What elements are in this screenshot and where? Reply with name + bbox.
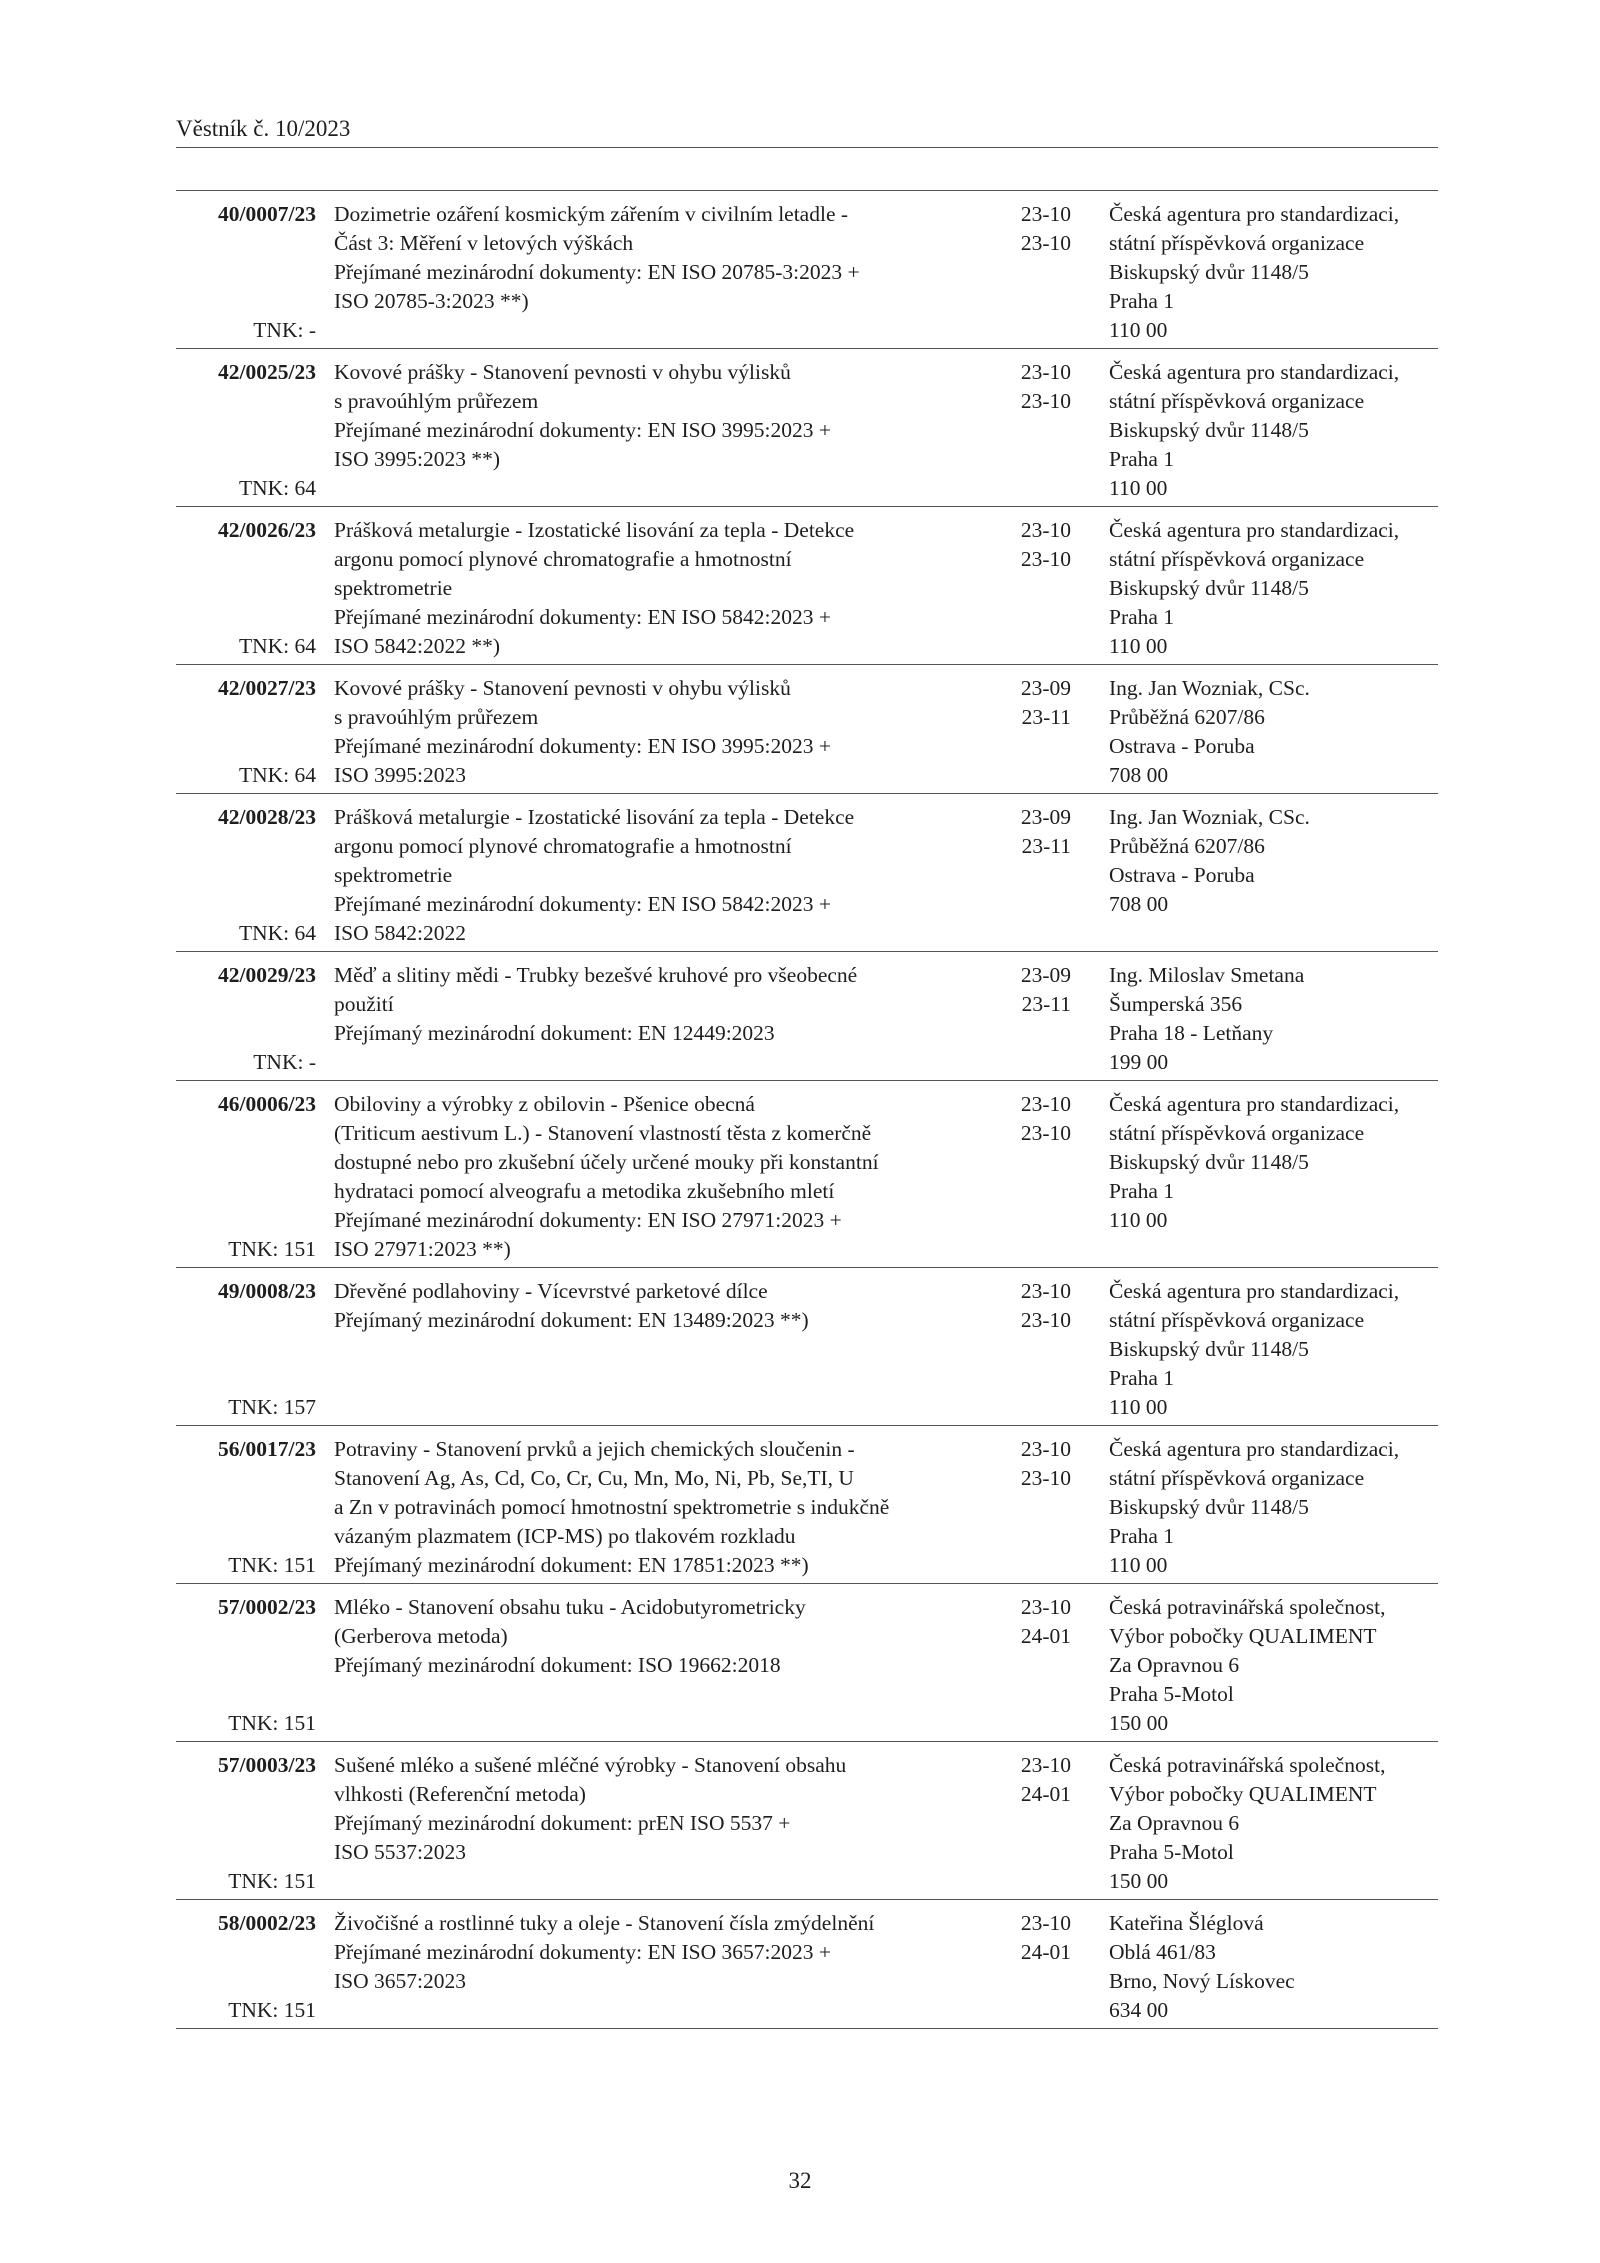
entry-date: 23-10 bbox=[1020, 1911, 1071, 1935]
entry-address-line: Praha 1 bbox=[1109, 605, 1175, 629]
entry-dates bbox=[996, 516, 1071, 661]
entry-address-line: Kateřina Šléglová bbox=[1109, 1911, 1264, 1935]
entry-address-line: Česká potravinářská společnost, bbox=[1109, 1595, 1386, 1619]
entry-address-line: Česká agentura pro standardizaci, bbox=[1109, 360, 1400, 384]
entry-number: 42/0027/23 bbox=[218, 676, 316, 700]
entry-row bbox=[176, 1081, 1438, 1268]
entry-date: 23-10 bbox=[1020, 1308, 1071, 1332]
entry-tnk: TNK: 151 bbox=[228, 1237, 316, 1261]
entry-address bbox=[1071, 1090, 1438, 1264]
entry-title-line: Mléko - Stanovení obsahu tuku - Acidobutyrometricky bbox=[334, 1595, 806, 1619]
entry-date: 24-01 bbox=[1020, 1624, 1071, 1648]
entry-row bbox=[176, 952, 1438, 1081]
entry-title-line: ISO 20785-3:2023 **) bbox=[334, 289, 529, 313]
entry-number: 49/0008/23 bbox=[218, 1279, 316, 1303]
entry-address-line: Brno, Nový Lískovec bbox=[1109, 1969, 1295, 1993]
entry-title-line: Obiloviny a výrobky z obilovin - Pšenice obecná bbox=[334, 1092, 755, 1116]
entry-title-line: Prášková metalurgie - Izostatické lisování za tepla - Detekce bbox=[334, 805, 855, 829]
entry-address-line: Za Opravnou 6 bbox=[1109, 1653, 1240, 1677]
entry-title-line: vázaným plazmatem (ICP-MS) po tlakovém rozkladu bbox=[334, 1524, 796, 1548]
entry-title-line: Přejímané mezinárodní dokumenty: EN ISO 5842:2023 + bbox=[334, 892, 831, 916]
entry-tnk: TNK: 151 bbox=[228, 1998, 316, 2022]
entry-title bbox=[316, 1751, 996, 1896]
entry-address-line: Biskupský dvůr 1148/5 bbox=[1109, 260, 1309, 284]
entry-tnk: TNK: 64 bbox=[238, 763, 316, 787]
entry-date: 24-01 bbox=[1020, 1782, 1071, 1806]
entry-title-line: a Zn v potravinách pomocí hmotnostní spektrometrie s indukčně bbox=[334, 1495, 890, 1519]
entry-address-line: Česká agentura pro standardizaci, bbox=[1109, 1279, 1400, 1303]
entry-id-cell bbox=[176, 1435, 316, 1580]
entry-id-cell bbox=[176, 1090, 316, 1264]
entry-title bbox=[316, 1277, 996, 1422]
entry-address-line: Praha 1 bbox=[1109, 1524, 1175, 1548]
entry-date: 23-10 bbox=[1020, 1595, 1071, 1619]
header-rule bbox=[176, 147, 1438, 148]
entry-title-line: spektrometrie bbox=[334, 863, 453, 887]
entry-address bbox=[1071, 1593, 1438, 1738]
entry-number: 58/0002/23 bbox=[218, 1911, 316, 1935]
entry-id-cell bbox=[176, 1593, 316, 1738]
entry-title-line: Přejímaný mezinárodní dokument: EN 12449:2023 bbox=[334, 1021, 775, 1045]
entry-address-line: Ing. Jan Wozniak, CSc. bbox=[1109, 805, 1310, 829]
entry-address-line: Výbor pobočky QUALIMENT bbox=[1109, 1624, 1377, 1648]
entry-address-line: 110 00 bbox=[1109, 318, 1168, 342]
entry-title-line: hydrataci pomocí alveografu a metodika zkušebního mletí bbox=[334, 1179, 835, 1203]
entry-row bbox=[176, 1900, 1438, 2029]
entry-address bbox=[1071, 516, 1438, 661]
entry-row bbox=[176, 191, 1438, 349]
entry-date: 23-10 bbox=[1020, 1121, 1071, 1145]
entry-address-line: Za Opravnou 6 bbox=[1109, 1811, 1240, 1835]
entry-title bbox=[316, 358, 996, 503]
entry-title-line: ISO 5842:2022 **) bbox=[334, 634, 501, 658]
entry-title-line: Přejímané mezinárodní dokumenty: EN ISO 20785-3:2023 + bbox=[334, 260, 860, 284]
entry-date: 23-10 bbox=[1020, 231, 1071, 255]
entry-address-line: státní příspěvková organizace bbox=[1109, 231, 1365, 255]
entry-address-line: státní příspěvková organizace bbox=[1109, 1121, 1365, 1145]
entry-number: 57/0003/23 bbox=[218, 1753, 316, 1777]
entry-address-line: 150 00 bbox=[1109, 1711, 1169, 1735]
entry-address-line: Šumperská 356 bbox=[1109, 992, 1243, 1016]
entry-address-line: Praha 1 bbox=[1109, 289, 1175, 313]
entry-dates bbox=[996, 200, 1071, 345]
entry-tnk: TNK: 151 bbox=[228, 1553, 316, 1577]
entry-title-line: Dozimetrie ozáření kosmickým zářením v civilním letadle - bbox=[334, 202, 849, 226]
entry-title-line: Prášková metalurgie - Izostatické lisování za tepla - Detekce bbox=[334, 518, 855, 542]
entry-address-line: státní příspěvková organizace bbox=[1109, 1308, 1365, 1332]
entry-address-line: Česká potravinářská společnost, bbox=[1109, 1753, 1386, 1777]
entry-title-line: ISO 3995:2023 **) bbox=[334, 447, 501, 471]
entry-row bbox=[176, 1584, 1438, 1742]
entry-address-line: Průběžná 6207/86 bbox=[1109, 834, 1265, 858]
entry-title-line: Přejímaný mezinárodní dokument: ISO 19662:2018 bbox=[334, 1653, 781, 1677]
entry-address bbox=[1071, 961, 1438, 1077]
entry-address-line: Praha 1 bbox=[1109, 1179, 1175, 1203]
entry-address bbox=[1071, 1751, 1438, 1896]
entry-address-line: Praha 18 - Letňany bbox=[1109, 1021, 1274, 1045]
journal-header: Věstník č. 10/2023 bbox=[176, 116, 351, 141]
entry-date: 23-10 bbox=[1020, 1092, 1071, 1116]
entry-address-line: 110 00 bbox=[1109, 1395, 1168, 1419]
entry-address-line: 110 00 bbox=[1109, 1208, 1168, 1232]
entry-date: 23-09 bbox=[1020, 676, 1071, 700]
entry-title-line: s pravoúhlým průřezem bbox=[334, 389, 539, 413]
entry-title-line: použití bbox=[334, 992, 394, 1016]
entry-title-line: argonu pomocí plynové chromatografie a hmotnostní bbox=[334, 834, 792, 858]
entry-title bbox=[316, 516, 996, 661]
entry-tnk: TNK: 64 bbox=[238, 921, 316, 945]
entry-address-line: Oblá 461/83 bbox=[1109, 1940, 1216, 1964]
entry-title-line: ISO 27971:2023 **) bbox=[334, 1237, 511, 1261]
entry-address-line: státní příspěvková organizace bbox=[1109, 547, 1365, 571]
entry-title-line: Přejímaný mezinárodní dokument: EN 13489:2023 **) bbox=[334, 1308, 809, 1332]
entry-tnk: TNK: 64 bbox=[238, 634, 316, 658]
entry-row bbox=[176, 1742, 1438, 1900]
entry-date: 23-10 bbox=[1020, 1437, 1071, 1461]
entry-address bbox=[1071, 1435, 1438, 1580]
entry-row bbox=[176, 1426, 1438, 1584]
entry-address-line: Česká agentura pro standardizaci, bbox=[1109, 1092, 1400, 1116]
entry-id-cell bbox=[176, 1751, 316, 1896]
entry-title-line: Přejímaný mezinárodní dokument: EN 17851:2023 **) bbox=[334, 1553, 809, 1577]
entry-date: 23-11 bbox=[1021, 705, 1071, 729]
entry-dates bbox=[996, 358, 1071, 503]
entry-date: 23-10 bbox=[1020, 1279, 1071, 1303]
entry-date: 23-10 bbox=[1020, 1466, 1071, 1490]
entry-title-line: Přejímané mezinárodní dokumenty: EN ISO 3995:2023 + bbox=[334, 734, 831, 758]
entry-row bbox=[176, 794, 1438, 952]
entry-title-line: ISO 5842:2022 bbox=[334, 921, 466, 945]
entry-title-line: dostupné nebo pro zkušební účely určené mouky při konstantní bbox=[334, 1150, 879, 1174]
entry-dates bbox=[996, 803, 1071, 948]
entry-tnk: TNK: 151 bbox=[228, 1869, 316, 1893]
entry-title-line: Přejímané mezinárodní dokumenty: EN ISO 3657:2023 + bbox=[334, 1940, 831, 1964]
entry-address-line: 708 00 bbox=[1109, 763, 1169, 787]
entry-title bbox=[316, 961, 996, 1077]
entry-dates bbox=[996, 1090, 1071, 1264]
entry-address-line: Praha 1 bbox=[1109, 447, 1175, 471]
entry-address-line: Biskupský dvůr 1148/5 bbox=[1109, 418, 1309, 442]
entry-address-line: 110 00 bbox=[1109, 476, 1168, 500]
entry-title-line: Přejímané mezinárodní dokumenty: EN ISO 5842:2023 + bbox=[334, 605, 831, 629]
entry-title-line: Část 3: Měření v letových výškách bbox=[334, 231, 634, 255]
entry-address-line: Ing. Miloslav Smetana bbox=[1109, 963, 1305, 987]
entry-number: 42/0026/23 bbox=[218, 518, 316, 542]
entry-address-line: Česká agentura pro standardizaci, bbox=[1109, 202, 1400, 226]
entry-row bbox=[176, 665, 1438, 794]
entry-id-cell bbox=[176, 1277, 316, 1422]
entry-title-line: vlhkosti (Referenční metoda) bbox=[334, 1782, 586, 1806]
entry-number: 42/0028/23 bbox=[218, 805, 316, 829]
entry-address-line: Praha 5-Motol bbox=[1109, 1682, 1234, 1706]
entry-date: 23-10 bbox=[1020, 1753, 1071, 1777]
entry-id-cell bbox=[176, 1909, 316, 2025]
entry-number: 42/0025/23 bbox=[218, 360, 316, 384]
entry-title-line: (Gerberova metoda) bbox=[334, 1624, 508, 1648]
entry-title bbox=[316, 1090, 996, 1264]
entry-address-line: 110 00 bbox=[1109, 634, 1168, 658]
entry-title bbox=[316, 200, 996, 345]
entry-address-line: Česká agentura pro standardizaci, bbox=[1109, 518, 1400, 542]
entry-address-line: 634 00 bbox=[1109, 1998, 1169, 2022]
entry-date: 23-09 bbox=[1020, 963, 1071, 987]
page-number: 32 bbox=[788, 2168, 812, 2193]
entry-date: 23-09 bbox=[1020, 805, 1071, 829]
entry-address bbox=[1071, 1277, 1438, 1422]
entry-date: 23-11 bbox=[1021, 992, 1071, 1016]
entry-title-line: argonu pomocí plynové chromatografie a hmotnostní bbox=[334, 547, 792, 571]
entry-date: 23-10 bbox=[1020, 518, 1071, 542]
entry-title-line: ISO 3995:2023 bbox=[334, 763, 466, 787]
entry-tnk: TNK: - bbox=[253, 318, 316, 342]
entry-title-line: Kovové prášky - Stanovení pevnosti v ohybu výlisků bbox=[334, 676, 791, 700]
entry-title-line: ISO 5537:2023 bbox=[334, 1840, 466, 1864]
entry-address-line: Biskupský dvůr 1148/5 bbox=[1109, 1337, 1309, 1361]
entry-id-cell bbox=[176, 516, 316, 661]
entry-date: 23-10 bbox=[1020, 389, 1071, 413]
entry-title-line: Měď a slitiny mědi - Trubky bezešvé kruhové pro všeobecné bbox=[334, 963, 858, 987]
entry-address bbox=[1071, 1909, 1438, 2025]
entry-number: 56/0017/23 bbox=[218, 1437, 316, 1461]
entry-title-line: (Triticum aestivum L.) - Stanovení vlastností těsta z komerčně bbox=[334, 1121, 872, 1145]
entries-table bbox=[176, 190, 1438, 2029]
entry-id-cell bbox=[176, 961, 316, 1077]
entry-date: 23-11 bbox=[1021, 834, 1071, 858]
entry-address-line: 199 00 bbox=[1109, 1050, 1169, 1074]
entry-address-line: státní příspěvková organizace bbox=[1109, 389, 1365, 413]
entry-address-line: Průběžná 6207/86 bbox=[1109, 705, 1265, 729]
entry-address-line: Ostrava - Poruba bbox=[1109, 734, 1255, 758]
entry-address-line: Biskupský dvůr 1148/5 bbox=[1109, 1150, 1309, 1174]
entry-title bbox=[316, 1909, 996, 2025]
entry-row bbox=[176, 1268, 1438, 1426]
entry-dates bbox=[996, 1909, 1071, 2025]
entry-address bbox=[1071, 803, 1438, 948]
entry-tnk: TNK: 64 bbox=[238, 476, 316, 500]
entry-address-line: Ing. Jan Wozniak, CSc. bbox=[1109, 676, 1310, 700]
entry-id-cell bbox=[176, 358, 316, 503]
entry-date: 23-10 bbox=[1020, 360, 1071, 384]
entry-address-line: státní příspěvková organizace bbox=[1109, 1466, 1365, 1490]
entry-address-line: Praha 5-Motol bbox=[1109, 1840, 1234, 1864]
entry-row bbox=[176, 507, 1438, 665]
entry-number: 40/0007/23 bbox=[218, 202, 316, 226]
entry-address-line: 150 00 bbox=[1109, 1869, 1169, 1893]
entry-title bbox=[316, 674, 996, 790]
entry-title-line: Dřevěné podlahoviny - Vícevrstvé parketové dílce bbox=[334, 1279, 768, 1303]
entry-title-line: Živočišné a rostlinné tuky a oleje - Stanovení čísla zmýdelnění bbox=[334, 1911, 875, 1935]
entry-number: 46/0006/23 bbox=[218, 1092, 316, 1116]
entry-dates bbox=[996, 961, 1071, 1077]
entry-tnk: TNK: 157 bbox=[228, 1395, 316, 1419]
entry-address-line: 708 00 bbox=[1109, 892, 1169, 916]
entry-address bbox=[1071, 200, 1438, 345]
entry-title-line: Přejímaný mezinárodní dokument: prEN ISO 5537 + bbox=[334, 1811, 791, 1835]
entry-number: 42/0029/23 bbox=[218, 963, 316, 987]
entry-dates bbox=[996, 1751, 1071, 1896]
entry-row bbox=[176, 349, 1438, 507]
entry-title-line: Přejímané mezinárodní dokumenty: EN ISO 3995:2023 + bbox=[334, 418, 831, 442]
entry-dates bbox=[996, 674, 1071, 790]
entry-dates bbox=[996, 1435, 1071, 1580]
entry-id-cell bbox=[176, 200, 316, 345]
entry-tnk: TNK: - bbox=[253, 1050, 316, 1074]
entry-title-line: Potraviny - Stanovení prvků a jejich chemických sloučenin - bbox=[334, 1437, 855, 1461]
entry-address-line: Praha 1 bbox=[1109, 1366, 1175, 1390]
entry-address-line: 110 00 bbox=[1109, 1553, 1168, 1577]
entry-id-cell bbox=[176, 674, 316, 790]
entry-address-line: Biskupský dvůr 1148/5 bbox=[1109, 576, 1309, 600]
entry-date: 23-10 bbox=[1020, 547, 1071, 571]
entry-address bbox=[1071, 674, 1438, 790]
entry-address-line: Česká agentura pro standardizaci, bbox=[1109, 1437, 1400, 1461]
entry-title bbox=[316, 1435, 996, 1580]
entry-address-line: Ostrava - Poruba bbox=[1109, 863, 1255, 887]
entry-title-line: Stanovení Ag, As, Cd, Co, Cr, Cu, Mn, Mo, Ni, Pb, Se,TI, U bbox=[334, 1466, 854, 1490]
entry-dates bbox=[996, 1593, 1071, 1738]
entry-title-line: ISO 3657:2023 bbox=[334, 1969, 466, 1993]
entry-number: 57/0002/23 bbox=[218, 1595, 316, 1619]
entry-tnk: TNK: 151 bbox=[228, 1711, 316, 1735]
entry-address-line: Výbor pobočky QUALIMENT bbox=[1109, 1782, 1377, 1806]
entry-title-line: Přejímané mezinárodní dokumenty: EN ISO 27971:2023 + bbox=[334, 1208, 842, 1232]
entry-title-line: s pravoúhlým průřezem bbox=[334, 705, 539, 729]
entry-id-cell bbox=[176, 803, 316, 948]
entry-address bbox=[1071, 358, 1438, 503]
entry-title bbox=[316, 803, 996, 948]
entry-dates bbox=[996, 1277, 1071, 1422]
entry-address-line: Biskupský dvůr 1148/5 bbox=[1109, 1495, 1309, 1519]
entry-date: 24-01 bbox=[1020, 1940, 1071, 1964]
entry-title-line: spektrometrie bbox=[334, 576, 453, 600]
entry-title-line: Sušené mléko a sušené mléčné výrobky - Stanovení obsahu bbox=[334, 1753, 847, 1777]
entry-date: 23-10 bbox=[1020, 202, 1071, 226]
entry-title bbox=[316, 1593, 996, 1738]
entry-title-line: Kovové prášky - Stanovení pevnosti v ohybu výlisků bbox=[334, 360, 791, 384]
